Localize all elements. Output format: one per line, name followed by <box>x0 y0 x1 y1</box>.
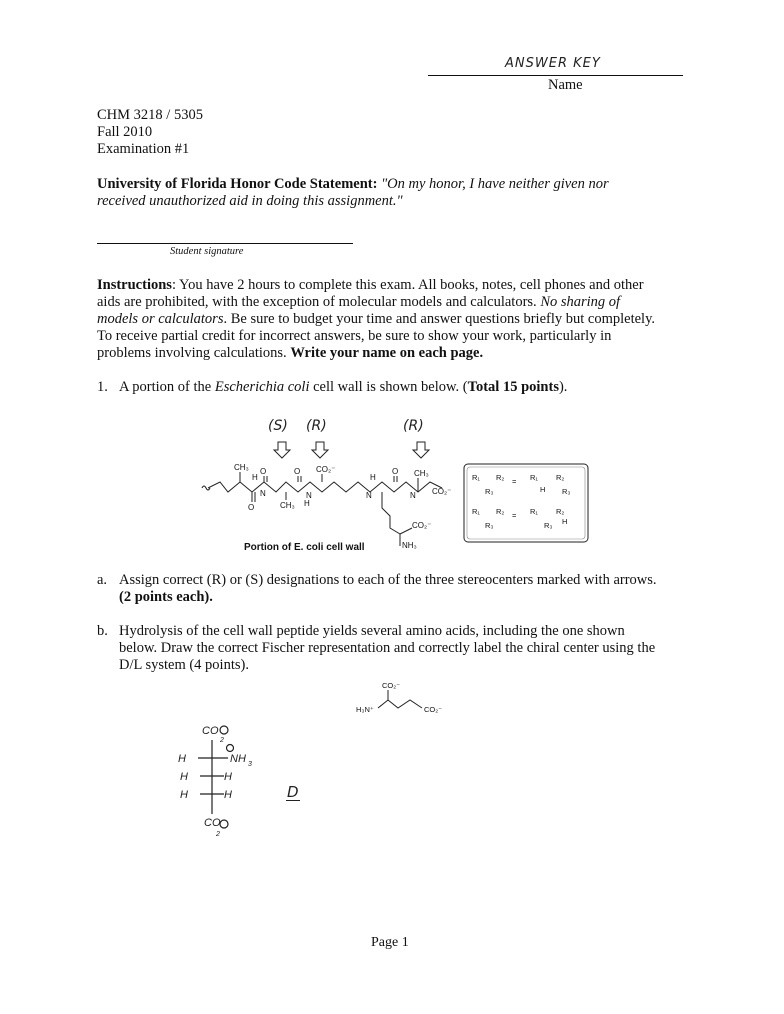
svg-text:CO: CO <box>204 817 221 829</box>
svg-text:O: O <box>248 503 255 512</box>
svg-text:NH: NH <box>230 753 246 765</box>
instructions-line-3b: . Be sure to budget your time and answer questions briefly but completely. <box>223 311 656 327</box>
instructions-line-3a: models or calculators <box>97 311 224 327</box>
amino-acid-structure <box>352 678 462 720</box>
svg-text:O: O <box>294 467 301 476</box>
course-term: Fall 2010 <box>97 124 153 140</box>
fischer-dl-label: D <box>287 783 299 801</box>
svg-text:R₂: R₂ <box>496 473 505 482</box>
svg-text:H₃N⁺: H₃N⁺ <box>356 705 374 714</box>
svg-text:R₁: R₁ <box>472 507 480 516</box>
svg-text:3: 3 <box>248 761 252 768</box>
answer-stereocenter-1: (S) <box>268 418 288 434</box>
svg-text:CH₃: CH₃ <box>234 463 249 472</box>
svg-text:R₃: R₃ <box>485 487 494 496</box>
svg-text:H: H <box>224 789 232 801</box>
instructions-line-1: : You have 2 hours to complete this exam. All books, notes, cell phones and other <box>171 277 644 293</box>
svg-text:2: 2 <box>216 831 220 838</box>
instructions-block <box>97 277 697 362</box>
svg-text:R₂: R₂ <box>556 507 565 516</box>
svg-text:H: H <box>178 753 186 765</box>
svg-text:H: H <box>540 485 546 494</box>
svg-text:N: N <box>260 489 266 498</box>
svg-text:R₁: R₁ <box>530 507 538 516</box>
signature-label: Student signature <box>170 246 244 257</box>
exam-title: Examination #1 <box>97 141 190 157</box>
svg-text:R₃: R₃ <box>562 487 571 496</box>
fischer-projection-handwritten <box>168 718 268 840</box>
svg-text:H: H <box>252 473 258 482</box>
question-1-text: A portion of the Escherichia coli cell wall is shown below. (Total 15 points). <box>119 379 568 395</box>
part-b-letter: b. <box>97 623 108 639</box>
instructions-line-2b: No sharing of <box>540 294 621 310</box>
name-line <box>428 75 683 76</box>
svg-text:H: H <box>224 771 232 783</box>
svg-text:H: H <box>180 771 188 783</box>
svg-text:N: N <box>410 491 416 500</box>
svg-text:O: O <box>260 467 267 476</box>
svg-text:CH₃: CH₃ <box>280 501 295 510</box>
svg-text:CO: CO <box>202 725 219 737</box>
instructions-label: Instructions <box>97 277 172 293</box>
svg-text:H: H <box>180 789 188 801</box>
svg-text:=: = <box>512 477 517 486</box>
honor-code-block <box>97 176 697 210</box>
figure-caption: Portion of E. coli cell wall <box>244 542 365 553</box>
honor-code-statement-2: received unauthorized aid in doing this assignment." <box>97 193 403 209</box>
signature-line <box>97 243 353 244</box>
svg-text:R₂: R₂ <box>496 507 505 516</box>
honor-code-label: University of Florida Honor Code Statement: <box>97 176 378 192</box>
svg-text:H: H <box>562 517 568 526</box>
honor-code-statement-1: "On my honor, I have neither given nor <box>381 176 609 192</box>
part-b-text: Hydrolysis of the cell wall peptide yields several amino acids, including the one shown below. Draw the correct Fischer representation and correctly label the chiral center using the D/L system (4 points). <box>119 623 656 673</box>
stereocenter-arrow-icon <box>274 442 429 458</box>
svg-text:CO₂⁻: CO₂⁻ <box>432 487 452 496</box>
svg-text:N: N <box>306 491 312 500</box>
cell-wall-structure-figure <box>200 436 600 556</box>
instructions-line-5b: Write your name on each page. <box>290 345 484 361</box>
svg-text:2: 2 <box>220 737 224 744</box>
instructions-line-2a: aids are prohibited, with the exception of molecular models and calculators. <box>97 294 537 310</box>
answer-stereocenter-2: (R) <box>306 418 327 434</box>
name-label: Name <box>548 77 583 93</box>
svg-text:N: N <box>366 491 372 500</box>
stereo-notation-legend <box>464 464 588 542</box>
svg-text:R₂: R₂ <box>556 473 565 482</box>
svg-text:CO₂⁻: CO₂⁻ <box>316 465 336 474</box>
svg-text:NH₃: NH₃ <box>402 541 417 550</box>
question-1-number: 1. <box>97 379 108 395</box>
answer-key-handwriting: ANSWER KEY <box>505 56 601 71</box>
course-code: CHM 3218 / 5305 <box>97 107 203 123</box>
svg-text:R₃: R₃ <box>485 521 494 530</box>
instructions-line-4: To receive partial credit for incorrect answers, be sure to show your work, particularly in <box>97 328 612 344</box>
svg-text:O: O <box>392 467 399 476</box>
svg-text:R₁: R₁ <box>472 473 480 482</box>
svg-text:CO₂⁻: CO₂⁻ <box>424 705 443 714</box>
part-a-text: Assign correct (R) or (S) designations to each of the three stereocenters marked with arrows. (2 points each). <box>119 572 657 605</box>
svg-text:CO₂⁻: CO₂⁻ <box>412 521 432 530</box>
svg-text:R₃: R₃ <box>544 521 553 530</box>
part-a-letter: a. <box>97 572 108 588</box>
answer-stereocenter-3: (R) <box>403 418 424 434</box>
page-number: Page 1 <box>371 935 409 950</box>
svg-text:H: H <box>304 499 310 508</box>
svg-text:CH₃: CH₃ <box>414 469 429 478</box>
svg-text:R₁: R₁ <box>530 473 538 482</box>
svg-text:=: = <box>512 511 517 520</box>
svg-text:H: H <box>370 473 376 482</box>
instructions-line-5a: problems involving calculations. <box>97 345 287 361</box>
svg-text:CO₂⁻: CO₂⁻ <box>382 681 401 690</box>
